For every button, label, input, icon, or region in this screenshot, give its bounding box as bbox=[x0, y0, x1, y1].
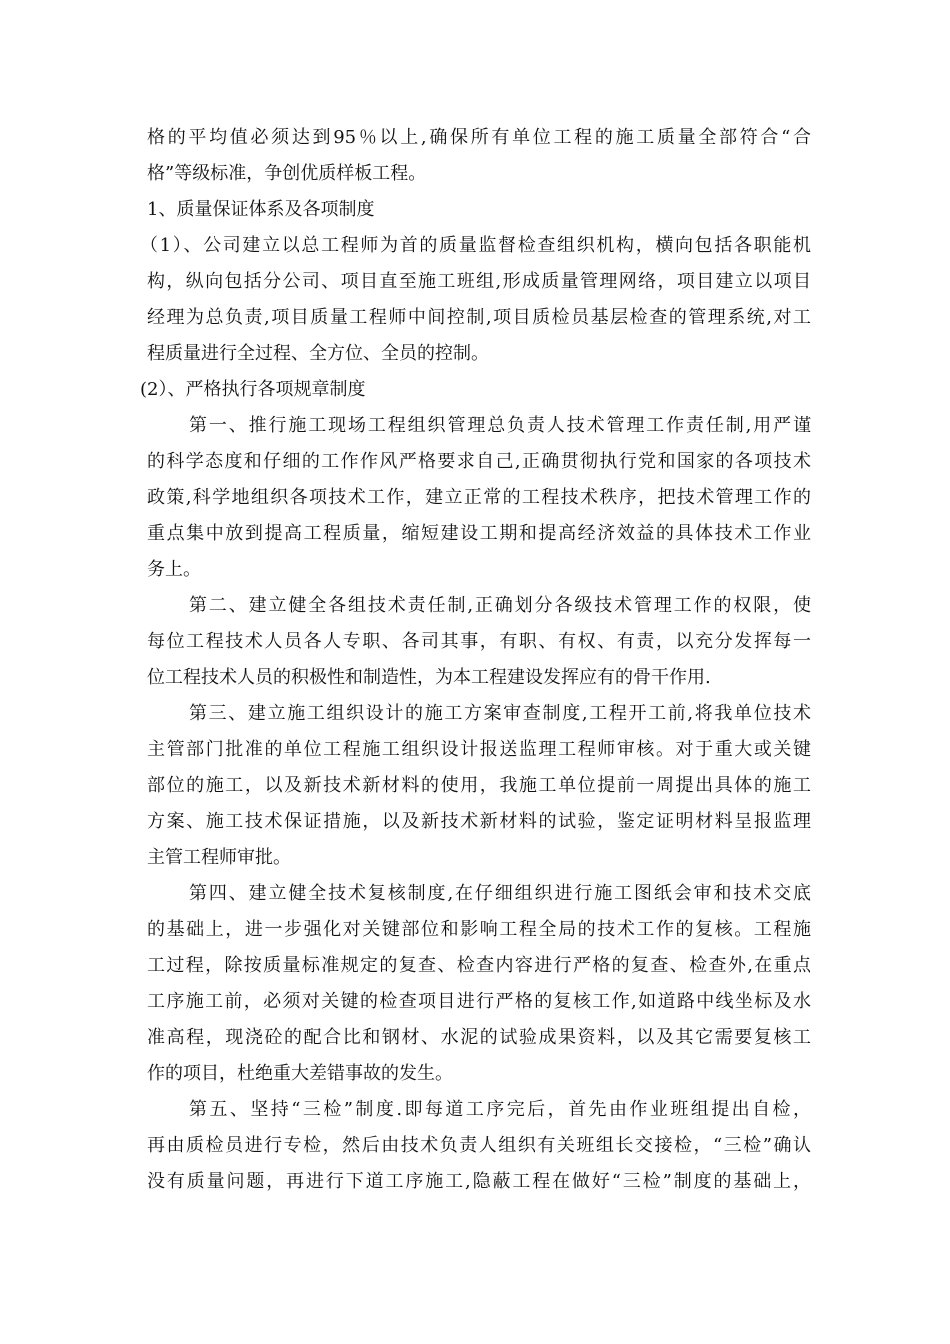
text-line: 部位的施工，以及新技术新材料的使用，我施工单位提前一周提出具体的施工 bbox=[147, 775, 811, 796]
text-line: 主管工程师审批。 bbox=[147, 847, 291, 868]
paragraph-first-line: 第五、坚持“三检”制度.即每道工序完后，首先由作业班组提出自检， bbox=[189, 1099, 811, 1120]
text-line: 位工程技术人员的积极性和制造性，为本工程建设发挥应有的骨干作用. bbox=[147, 667, 711, 688]
text-line: 作的项目，杜绝重大差错事故的发生。 bbox=[147, 1063, 453, 1084]
text-line: 每位工程技术人员各人专职、各司其事，有职、有权、有责，以充分发挥每一 bbox=[147, 631, 811, 652]
text-line: 工序施工前，必须对关键的检查项目进行严格的复核工作,如道路中线坐标及水 bbox=[147, 991, 811, 1012]
text-line: 准高程，现浇砼的配合比和钢材、水泥的试验成果资料，以及其它需要复核工 bbox=[147, 1027, 811, 1048]
section-heading: 1、质量保证体系及各项制度 bbox=[147, 199, 375, 220]
text-line: 方案、施工技术保证措施，以及新技术新材料的试验，鉴定证明材料呈报监理 bbox=[147, 811, 811, 832]
text-line: 没有质量问题，再进行下道工序施工,隐蔽工程在做好“三检”制度的基础上， bbox=[147, 1171, 811, 1192]
text-line: 的基础上，进一步强化对关键部位和影响工程全局的技术工作的复核。工程施 bbox=[147, 919, 811, 940]
paragraph-first-line: 第三、建立施工组织设计的施工方案审查制度,工程开工前,将我单位技术 bbox=[189, 703, 811, 724]
text-line: 再由质检员进行专检，然后由技术负责人组织有关班组长交接检，“三检”确认 bbox=[147, 1135, 811, 1156]
subsection-heading: (2）、严格执行各项规章制度 bbox=[140, 379, 366, 400]
subsection-heading: （1）、公司建立以总工程师为首的质量监督检查组织机构，横向包括各职能机 bbox=[140, 235, 811, 256]
paragraph-first-line: 第一、推行施工现场工程组织管理总负责人技术管理工作责任制,用严谨 bbox=[189, 415, 811, 436]
text-line: 程质量进行全过程、全方位、全员的控制。 bbox=[147, 343, 489, 364]
text-line: 重点集中放到提高工程质量，缩短建设工期和提高经济效益的具体技术工作业 bbox=[147, 523, 811, 544]
text-line: 主管部门批准的单位工程施工组织设计报送监理工程师审核。对于重大或关键 bbox=[147, 739, 811, 760]
text-line: 经理为总负责,项目质量工程师中间控制,项目质检员基层检查的管理系统,对工 bbox=[147, 307, 811, 328]
text-line: 格的平均值必须达到95％以上,确保所有单位工程的施工质量全部符合“合 bbox=[147, 127, 811, 148]
text-line: 构，纵向包括分公司、项目直至施工班组,形成质量管理网络，项目建立以项目 bbox=[147, 271, 811, 292]
paragraph-first-line: 第二、建立健全各组技术责任制,正确划分各级技术管理工作的权限，使 bbox=[189, 595, 811, 616]
text-line: 的科学态度和仔细的工作作风严格要求自己,正确贯彻执行党和国家的各项技术 bbox=[147, 451, 811, 472]
text-line: 政策,科学地组织各项技术工作，建立正常的工程技术秩序，把技术管理工作的 bbox=[147, 487, 811, 508]
text-line: 工过程，除按质量标准规定的复查、检查内容进行严格的复查、检查外,在重点 bbox=[147, 955, 811, 976]
text-line: 务上。 bbox=[147, 559, 201, 580]
paragraph-first-line: 第四、建立健全技术复核制度,在仔细组织进行施工图纸会审和技术交底 bbox=[189, 883, 811, 904]
text-line: 格”等级标准，争创优质样板工程。 bbox=[147, 163, 427, 184]
